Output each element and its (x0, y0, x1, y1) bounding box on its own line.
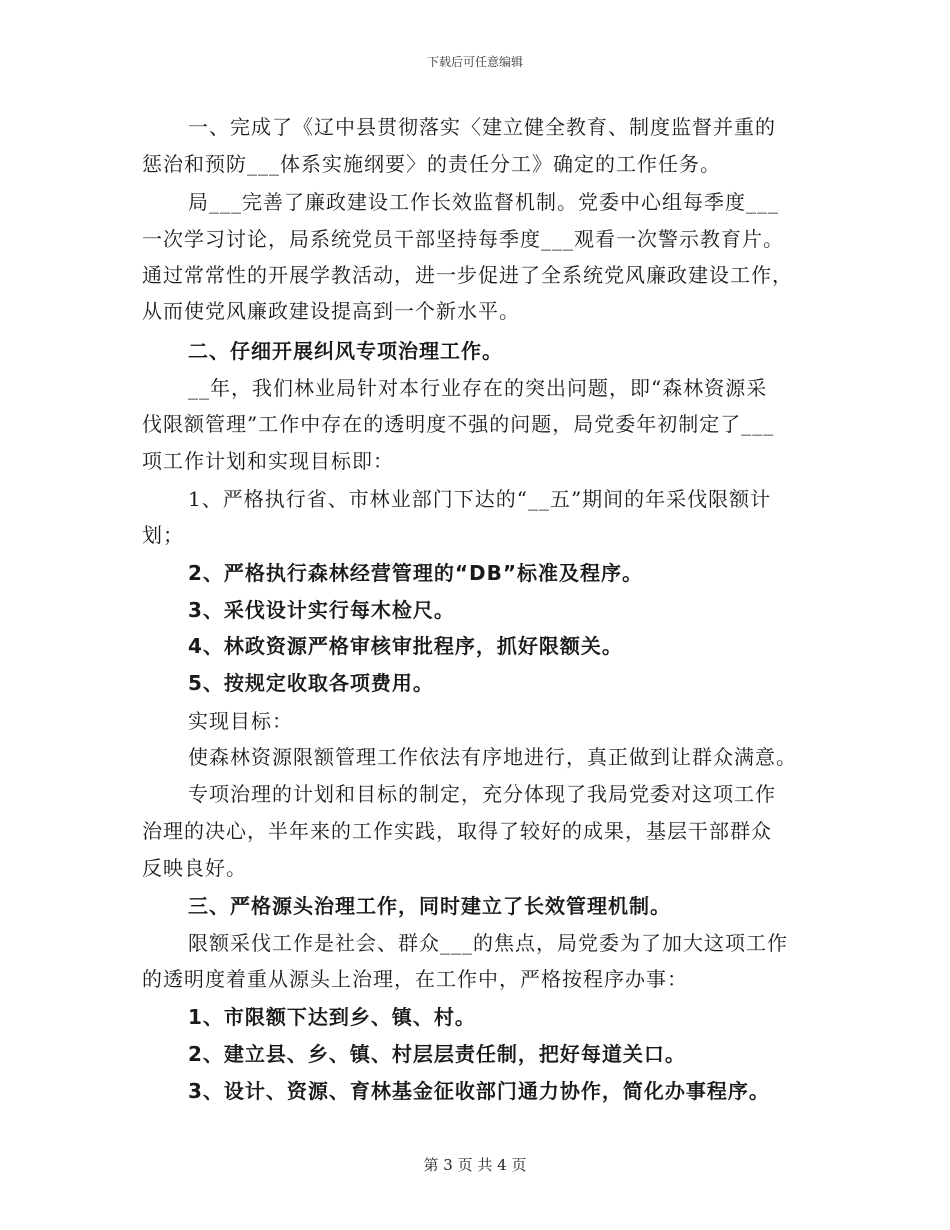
paragraph-line: 专项治理的计划和目标的制定，充分体现了我局党委对这项工作 (188, 782, 776, 806)
paragraph-line: __年，我们林业局针对本行业存在的突出问题，即“森林资源采 (188, 376, 768, 400)
paragraph-line: 治理的决心，半年来的工作实践，取得了较好的成果，基层干部群众 (142, 819, 772, 843)
paragraph-line: 限额采伐工作是社会、群众___的焦点，局党委为了加大这项工作 (188, 931, 788, 955)
list-item: 5、按规定收取各项费用。 (188, 671, 434, 695)
paragraph-line: 局___完善了廉政建设工作长效监督机制。党委中心组每季度___ (188, 190, 779, 214)
paragraph-line: 通过常常性的开展学教活动，进一步促进了全系统党风廉政建设工作， (142, 263, 793, 287)
section-heading: 三、严格源头治理工作，同时建立了长效管理机制。 (188, 894, 671, 918)
paragraph-line: 实现目标： (188, 709, 293, 733)
paragraph-line: 一、完成了《辽中县贯彻落实〈建立健全教育、制度监督并重的 (188, 115, 776, 139)
list-item-continuation: 划； (142, 523, 184, 547)
page-header: 下载后可任意编辑 (426, 55, 523, 69)
list-item: 2、严格执行森林经营管理的“DB”标准及程序。 (188, 561, 644, 585)
list-item: 3、采伐设计实行每木检尺。 (188, 598, 455, 622)
list-item: 3、设计、资源、育林基金征收部门通力协作，简化办事程序。 (188, 1079, 770, 1103)
list-item: 2、建立县、乡、镇、村层层责任制，把好每道关口。 (188, 1042, 686, 1066)
paragraph-line: 伐限额管理”工作中存在的透明度不强的问题，局党委年初制定了___ (142, 412, 775, 436)
list-item: 4、林政资源严格审核审批程序，抓好限额关。 (188, 634, 623, 658)
page-footer: 第 3 页 共 4 页 (423, 1156, 527, 1174)
paragraph-line: 惩治和预防___体系实施纲要〉的责任分工》确定的工作任务。 (142, 152, 721, 176)
paragraph-line: 项工作计划和实现目标即： (142, 449, 394, 473)
paragraph-line: 反映良好。 (142, 856, 247, 880)
section-heading: 二、仔细开展纠风专项治理工作。 (188, 339, 503, 363)
paragraph-line: 从而使党风廉政建设提高到一个新水平。 (142, 299, 520, 323)
paragraph-line: 的透明度着重从源头上治理，在工作中，严格按程序办事： (142, 967, 688, 991)
paragraph-line: 一次学习讨论，局系统党员干部坚持每季度___观看一次警示教育片。 (142, 227, 784, 251)
list-item: 1、严格执行省、市林业部门下达的“__五”期间的年采伐限额计 (188, 487, 772, 511)
list-item: 1、市限额下达到乡、镇、村。 (188, 1005, 476, 1029)
paragraph-line: 使森林资源限额管理工作依法有序地进行，真正做到让群众满意。 (188, 745, 797, 769)
